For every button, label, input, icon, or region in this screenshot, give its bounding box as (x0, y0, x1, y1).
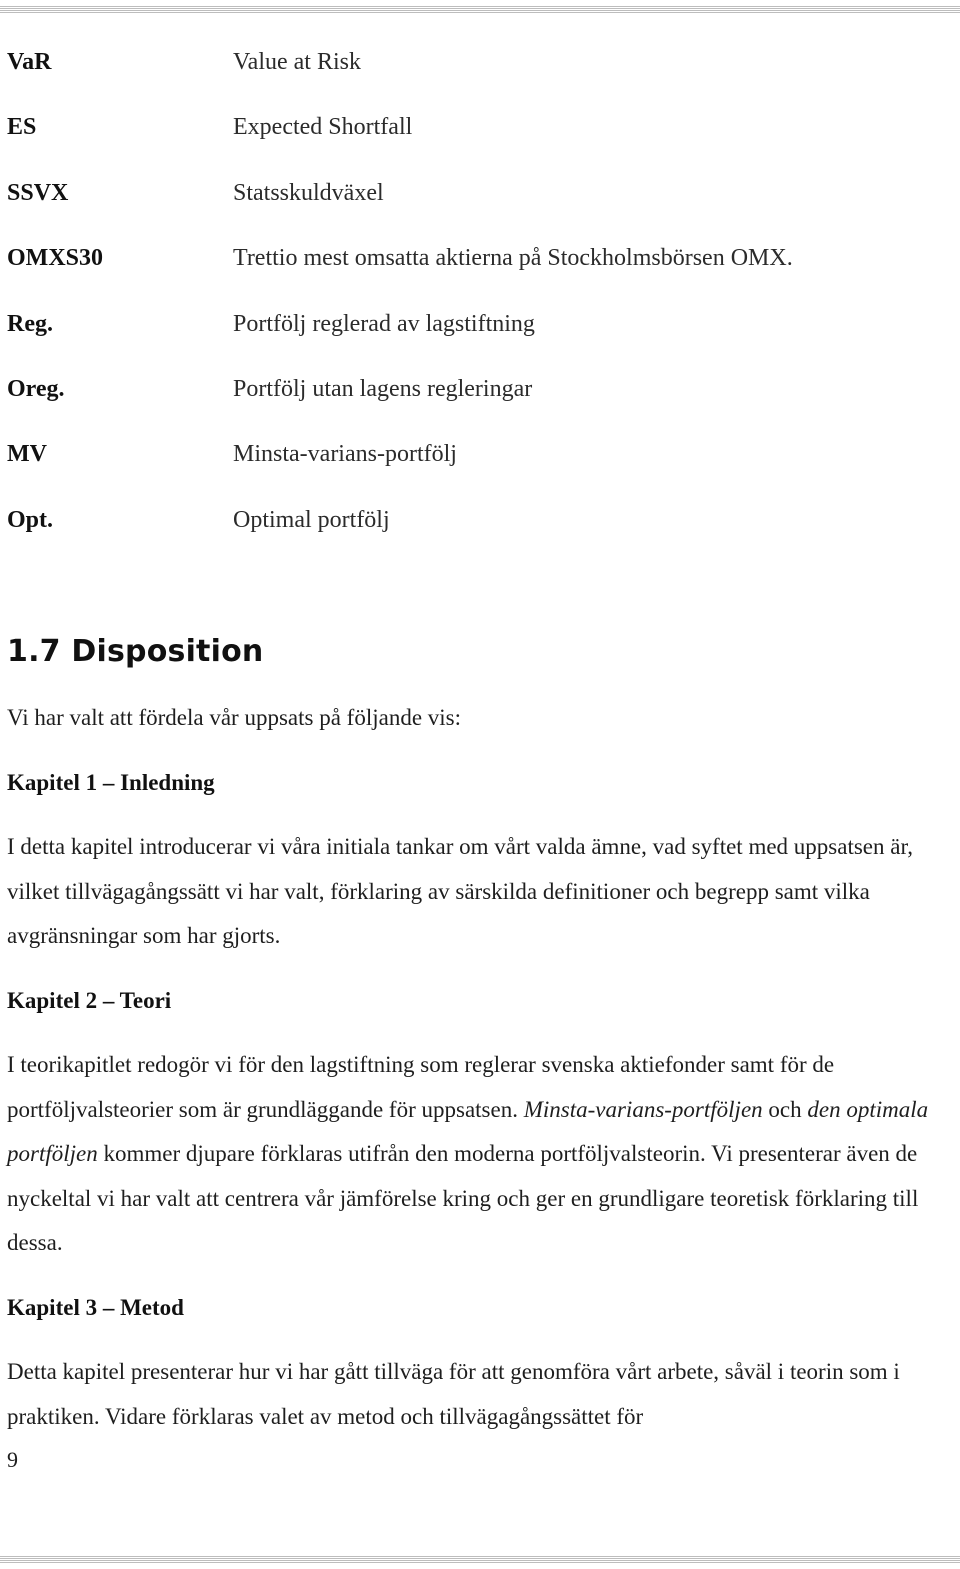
abbreviation-definition: Optimal portfölj (233, 506, 390, 533)
bottom-rule (0, 1556, 960, 1564)
abbreviation-term: MV (7, 441, 47, 468)
abbreviation-row (7, 236, 947, 301)
abbreviation-row (7, 302, 947, 367)
abbreviation-term: Reg. (7, 310, 53, 337)
section-intro: Vi har valt att fördela vår uppsats på följande vis: (7, 705, 462, 730)
abbreviation-row (7, 105, 947, 170)
abbreviation-row (7, 367, 947, 432)
disposition-section (7, 628, 952, 1439)
abbreviation-list (7, 40, 947, 563)
abbreviation-row (7, 171, 947, 236)
abbreviation-definition: Value at Risk (233, 49, 361, 75)
abbreviation-term: OMXS30 (7, 245, 103, 272)
abbreviation-definition: Portfölj utan lagens regleringar (233, 375, 533, 402)
abbreviation-definition: Expected Shortfall (233, 114, 413, 141)
abbreviation-definition: Trettio mest omsatta aktierna på Stockholmsbörsen OMX. (233, 245, 793, 272)
chapter-2-italic-term: Minsta-varians-portföljen (523, 1096, 763, 1122)
chapter-2-text-part: kommer djupare förklaras utifrån den moderna portföljvalsteorin. Vi presenterar även de nyckeltal vi har valt att centrera vår jämförelse kring och ger en grundligare teoretisk förklaring till dessa. (7, 1141, 919, 1255)
abbreviation-term: SSVX (7, 179, 69, 206)
abbreviation-term: ES (7, 114, 37, 141)
chapter-2-text-part: och (762, 1096, 808, 1122)
abbreviation-term: Oreg. (7, 375, 65, 402)
section-heading: 1.7 Disposition (7, 634, 264, 669)
abbreviation-row (7, 432, 947, 497)
chapter-2-text-part: I teorikapitlet redogör vi för den lagstiftning som reglerar svenska aktiefonder samt för de portföljvalsteorier som är grundläggande för uppsatsen. (7, 1052, 835, 1122)
chapter-2-italic-term: den optimala portföljen (7, 1096, 929, 1166)
chapter-3-heading: Kapitel 3 – Metod (7, 1294, 184, 1320)
chapter-1-text: I detta kapitel introducerar vi våra initiala tankar om vårt valda ämne, vad syftet med uppsatsen är, vilket tillvägagångssätt vi har valt, förklaring av särskilda definitioner och begrepp samt vilka avgränsningar som har gjorts. (7, 834, 913, 948)
abbreviation-term: Opt. (7, 506, 54, 533)
abbreviation-definition: Portfölj reglerad av lagstiftning (233, 310, 535, 337)
abbreviation-definition: Statsskuldväxel (233, 179, 384, 206)
top-rule (0, 6, 960, 14)
abbreviation-term: VaR (7, 49, 52, 75)
chapter-2-heading: Kapitel 2 – Teori (7, 987, 172, 1013)
chapter-2-text (7, 1043, 952, 1266)
abbreviation-row (7, 498, 947, 563)
abbreviation-row (7, 40, 947, 105)
chapter-3-text: Detta kapitel presenterar hur vi har gått tillväga för att genomföra vårt arbete, såväl i teorin som i praktiken. Vidare förklaras valet av metod och tillvägagångssättet för (7, 1359, 900, 1429)
abbreviation-definition: Minsta-varians-portfölj (233, 441, 457, 468)
page-number: 9 (7, 1447, 18, 1472)
chapter-1-heading: Kapitel 1 – Inledning (7, 769, 215, 795)
